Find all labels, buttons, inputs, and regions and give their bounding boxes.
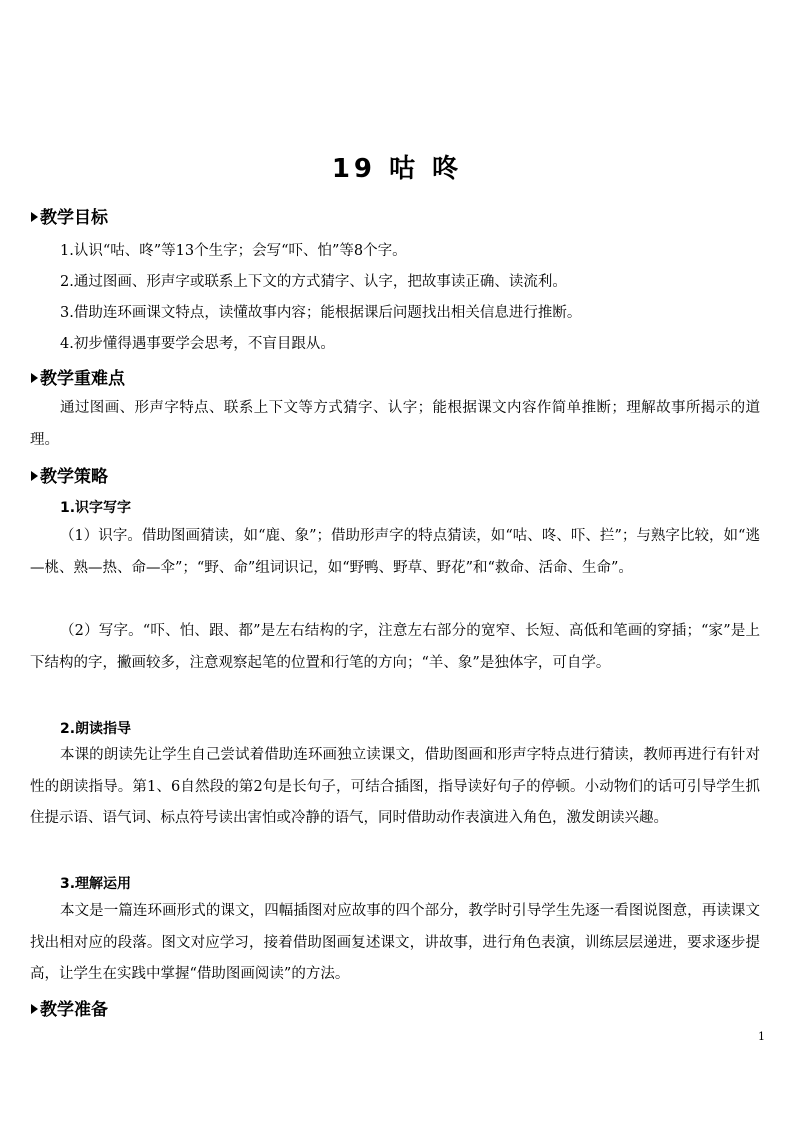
triangle-bullet-icon: [31, 471, 38, 481]
literacy-paragraph-1: （1）识字。借助图画猜读，如“鹿、象”；借助形声字的特点猜读，如“咕、咚、吓、拦”；与熟字比较，如“逃—桃、熟—热、命—伞”；“野、命”组词识记，如“野鸭、野草、野花”和“救命、活命、生命”。: [30, 528, 760, 576]
section-heading-strategy: [31, 462, 108, 487]
goal-item: 4.初步懂得遇事要学会思考，不盲目跟从。: [60, 336, 335, 352]
application-paragraph: 本文是一篇连环画形式的课文，四幅插图对应故事的四个部分，教学时引导学生先逐一看图说图意，再读课文找出相对应的段落。图文对应学习，接着借助图画复述课文，讲故事，进行角色表演，训练层层递进，要求逐步提高，让学生在实践中掌握“借助图画阅读”的方法。: [30, 903, 760, 982]
page-title: 19 咕 咚: [331, 154, 463, 184]
triangle-bullet-icon: [31, 373, 38, 383]
key-points-paragraph: 通过图画、形声字特点、联系上下文等方式猜字、认字；能根据课文内容作简单推断；理解故事所揭示的道理。: [30, 400, 760, 448]
reading-paragraph: 本课的朗读先让学生自己尝试着借助连环画独立读课文，借助图画和形声字特点进行猜读，教师再进行有针对性的朗读指导。第1、6自然段的第2句是长句子，可结合插图，指导读好句子的停顿。小动物们的话可引导学生抓住提示语、语气词、标点符号读出害怕或冷静的语气，同时借助动作表演进入角色，激发朗读兴趣。: [30, 747, 760, 826]
subheading-literacy: 1.识字写字: [60, 500, 132, 516]
section-heading-prep: [31, 995, 108, 1020]
goal-item: 1.认识“咕、咚”等13个生字；会写“吓、怕”等8个字。: [60, 243, 407, 259]
triangle-bullet-icon: [31, 212, 38, 222]
heading-text: 教学策略: [40, 467, 108, 487]
heading-text: 教学重难点: [40, 369, 125, 389]
goal-item: 2.通过图画、形声字或联系上下文的方式猜字、认字，把故事读正确、读流利。: [60, 274, 567, 290]
heading-text: 教学准备: [40, 1000, 108, 1020]
triangle-bullet-icon: [31, 1004, 38, 1014]
section-heading-goals: [31, 203, 108, 228]
page-number: 1: [758, 1030, 765, 1043]
section-heading-key-points: [31, 364, 125, 389]
subheading-application: 3.理解运用: [60, 876, 132, 892]
literacy-paragraph-2: （2）写字。“吓、怕、跟、都”是左右结构的字，注意左右部分的宽窄、长短、高低和笔画的穿插；“家”是上下结构的字，撇画较多，注意观察起笔的位置和行笔的方向；“羊、象”是独体字，可自学。: [30, 623, 760, 671]
goal-item: 3.借助连环画课文特点，读懂故事内容；能根据课后问题找出相关信息进行推断。: [60, 305, 582, 321]
heading-text: 教学目标: [40, 208, 108, 228]
subheading-reading: 2.朗读指导: [60, 721, 132, 737]
